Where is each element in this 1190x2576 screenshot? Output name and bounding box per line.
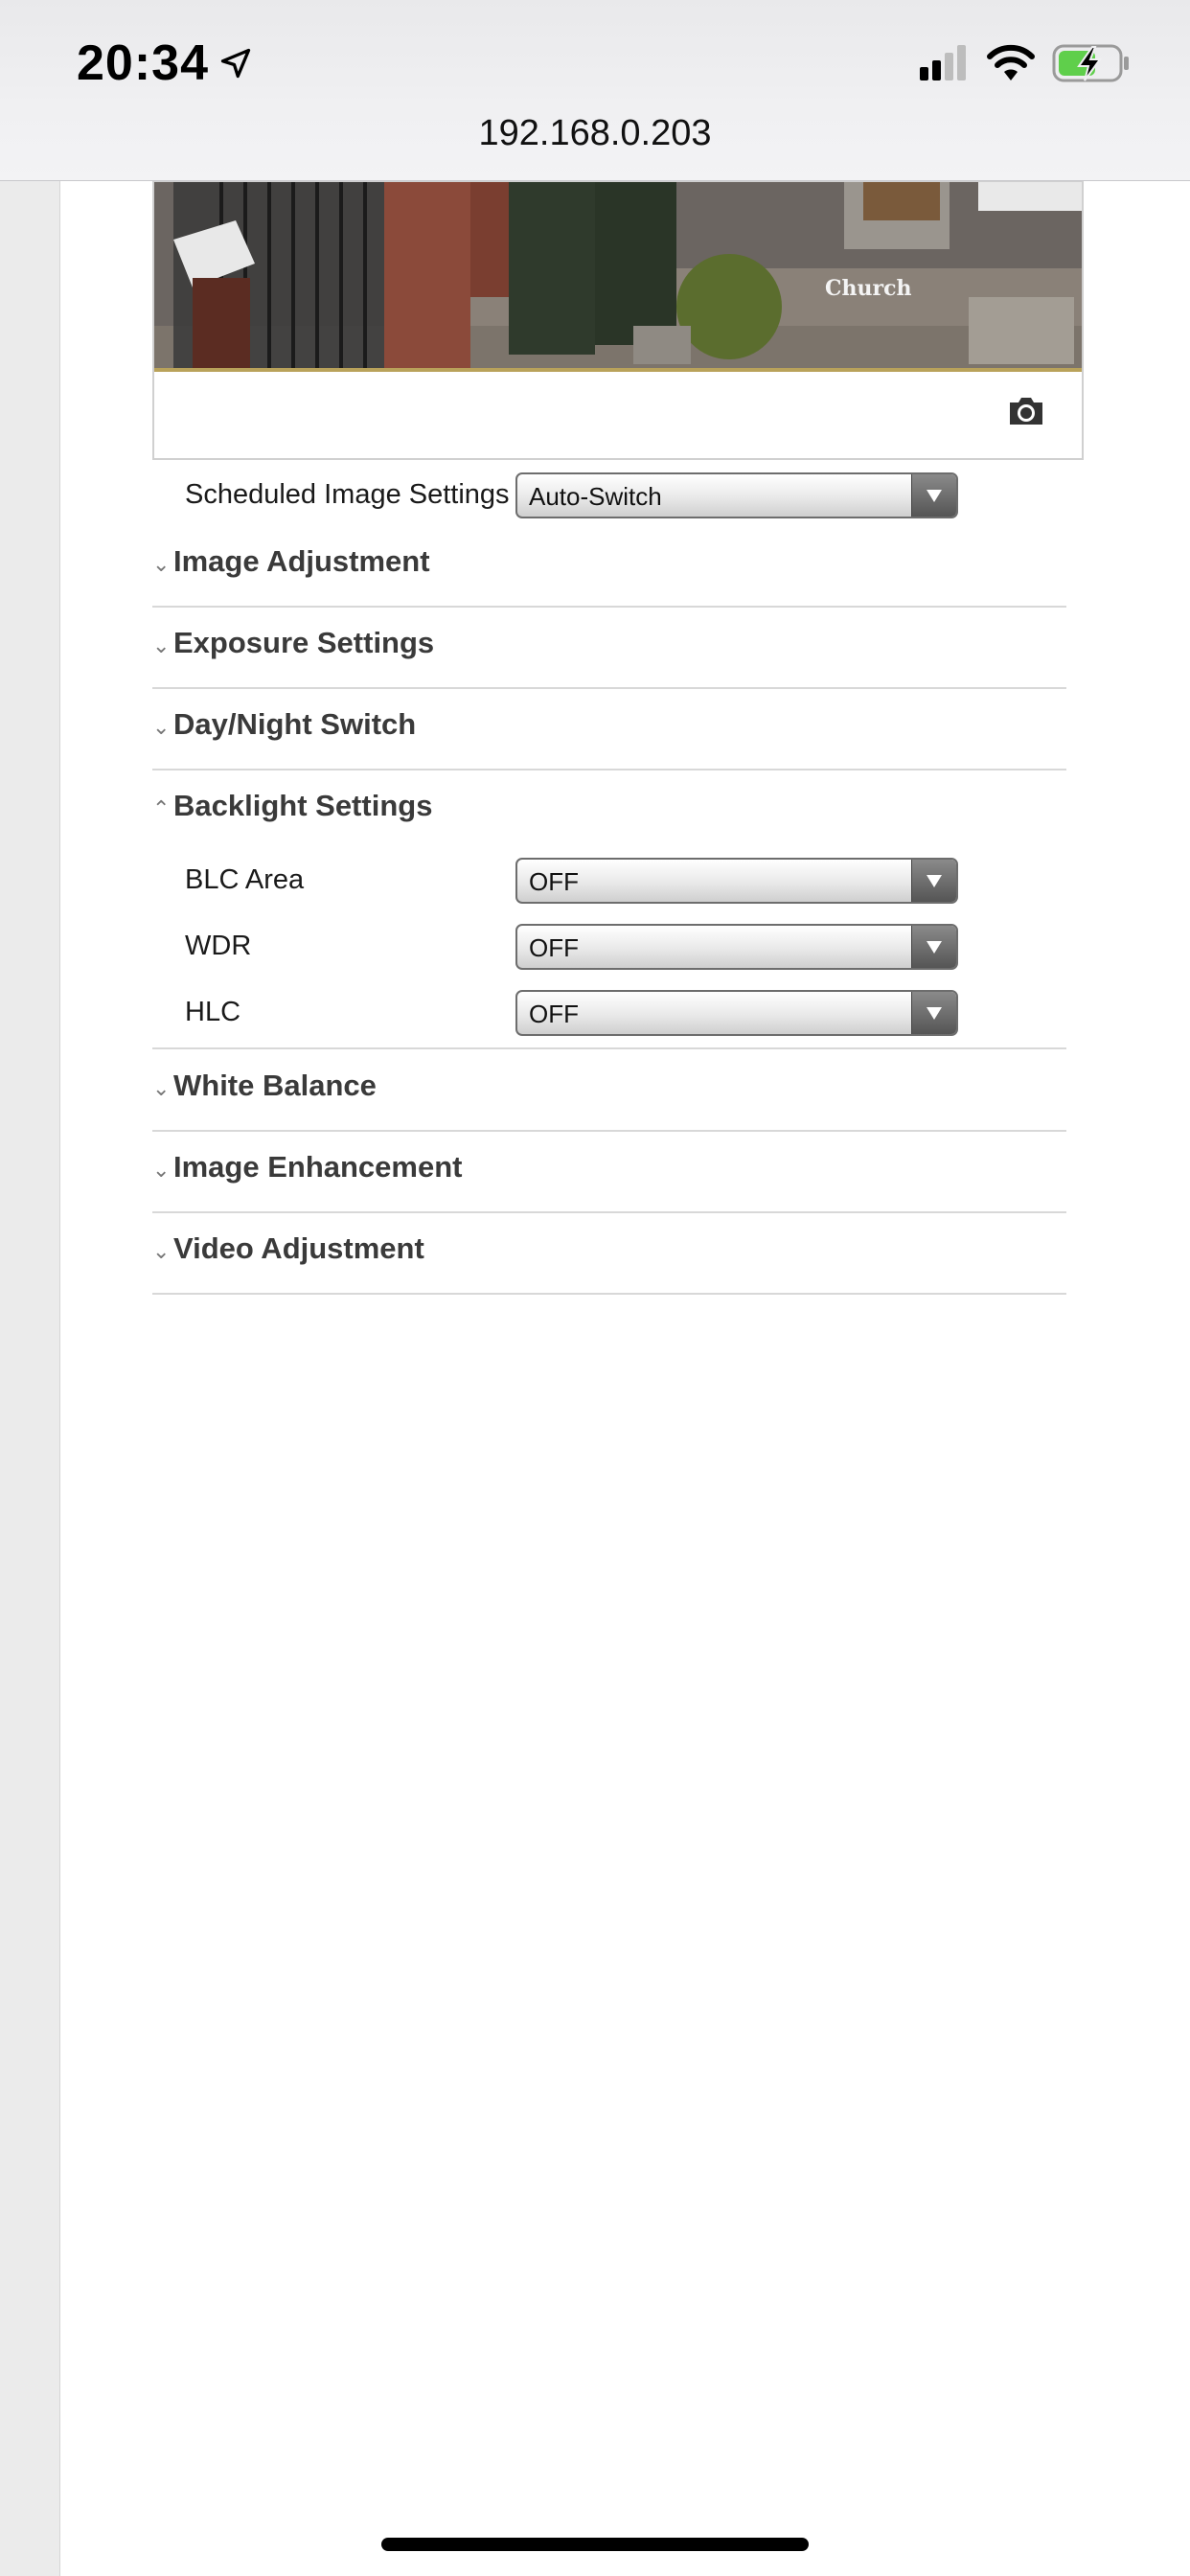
chevron-down-icon: ⌄ xyxy=(152,1076,171,1100)
select-value: OFF xyxy=(529,1000,579,1028)
status-time: 20:34 xyxy=(77,35,209,91)
chevron-down-icon: ⌄ xyxy=(152,1239,171,1263)
chevron-down-icon: ⌄ xyxy=(152,715,171,739)
select-value: OFF xyxy=(529,867,579,896)
chevron-down-icon: ⌄ xyxy=(152,1158,171,1182)
camera-icon[interactable] xyxy=(1007,395,1045,427)
select-value: OFF xyxy=(529,933,579,962)
hlc-select[interactable] xyxy=(515,990,958,1036)
dropdown-arrow-icon xyxy=(911,992,956,1034)
section-video-adjustment[interactable] xyxy=(152,1214,1066,1295)
section-title[interactable]: Backlight Settings xyxy=(173,789,433,822)
video-osd-label: Church xyxy=(825,276,912,301)
wifi-icon xyxy=(985,42,1037,82)
dropdown-arrow-icon xyxy=(911,474,956,517)
section-image-adjustment[interactable] xyxy=(152,527,1066,608)
section-title: White Balance xyxy=(173,1069,377,1102)
section-title: Video Adjustment xyxy=(173,1231,424,1265)
url-display[interactable]: 192.168.0.203 xyxy=(478,113,712,153)
section-title: Image Adjustment xyxy=(173,544,430,578)
battery-charging-icon xyxy=(1052,42,1131,84)
browser-top-bar xyxy=(0,0,1190,181)
wdr-select[interactable] xyxy=(515,924,958,970)
dropdown-arrow-icon xyxy=(911,860,956,902)
page-left-margin xyxy=(0,180,60,2576)
blc-area-select[interactable] xyxy=(515,858,958,904)
dropdown-arrow-icon xyxy=(911,926,956,968)
chevron-down-icon: ⌄ xyxy=(152,552,171,576)
scheduled-image-settings-select[interactable] xyxy=(515,472,958,518)
section-title: Day/Night Switch xyxy=(173,707,417,741)
camera-preview-panel xyxy=(152,180,1084,460)
hlc-label: HLC xyxy=(185,997,241,1027)
section-white-balance[interactable] xyxy=(152,1051,1066,1132)
live-video-frame xyxy=(154,182,1082,372)
cellular-signal-icon xyxy=(918,44,970,82)
chevron-up-icon[interactable]: ⌃ xyxy=(152,796,171,820)
select-value: Auto-Switch xyxy=(529,482,662,511)
section-title: Exposure Settings xyxy=(173,626,435,659)
location-arrow-icon xyxy=(218,46,253,80)
home-indicator[interactable] xyxy=(381,2538,809,2551)
section-day-night-switch[interactable] xyxy=(152,690,1066,770)
video-scene xyxy=(154,182,1082,368)
section-exposure-settings[interactable] xyxy=(152,609,1066,689)
blc-area-label: BLC Area xyxy=(185,864,305,895)
section-image-enhancement[interactable] xyxy=(152,1133,1066,1213)
scheduled-image-settings-label: Scheduled Image Settings xyxy=(185,479,510,510)
section-title: Image Enhancement xyxy=(173,1150,463,1184)
chevron-down-icon: ⌄ xyxy=(152,633,171,657)
wdr-label: WDR xyxy=(185,931,252,961)
